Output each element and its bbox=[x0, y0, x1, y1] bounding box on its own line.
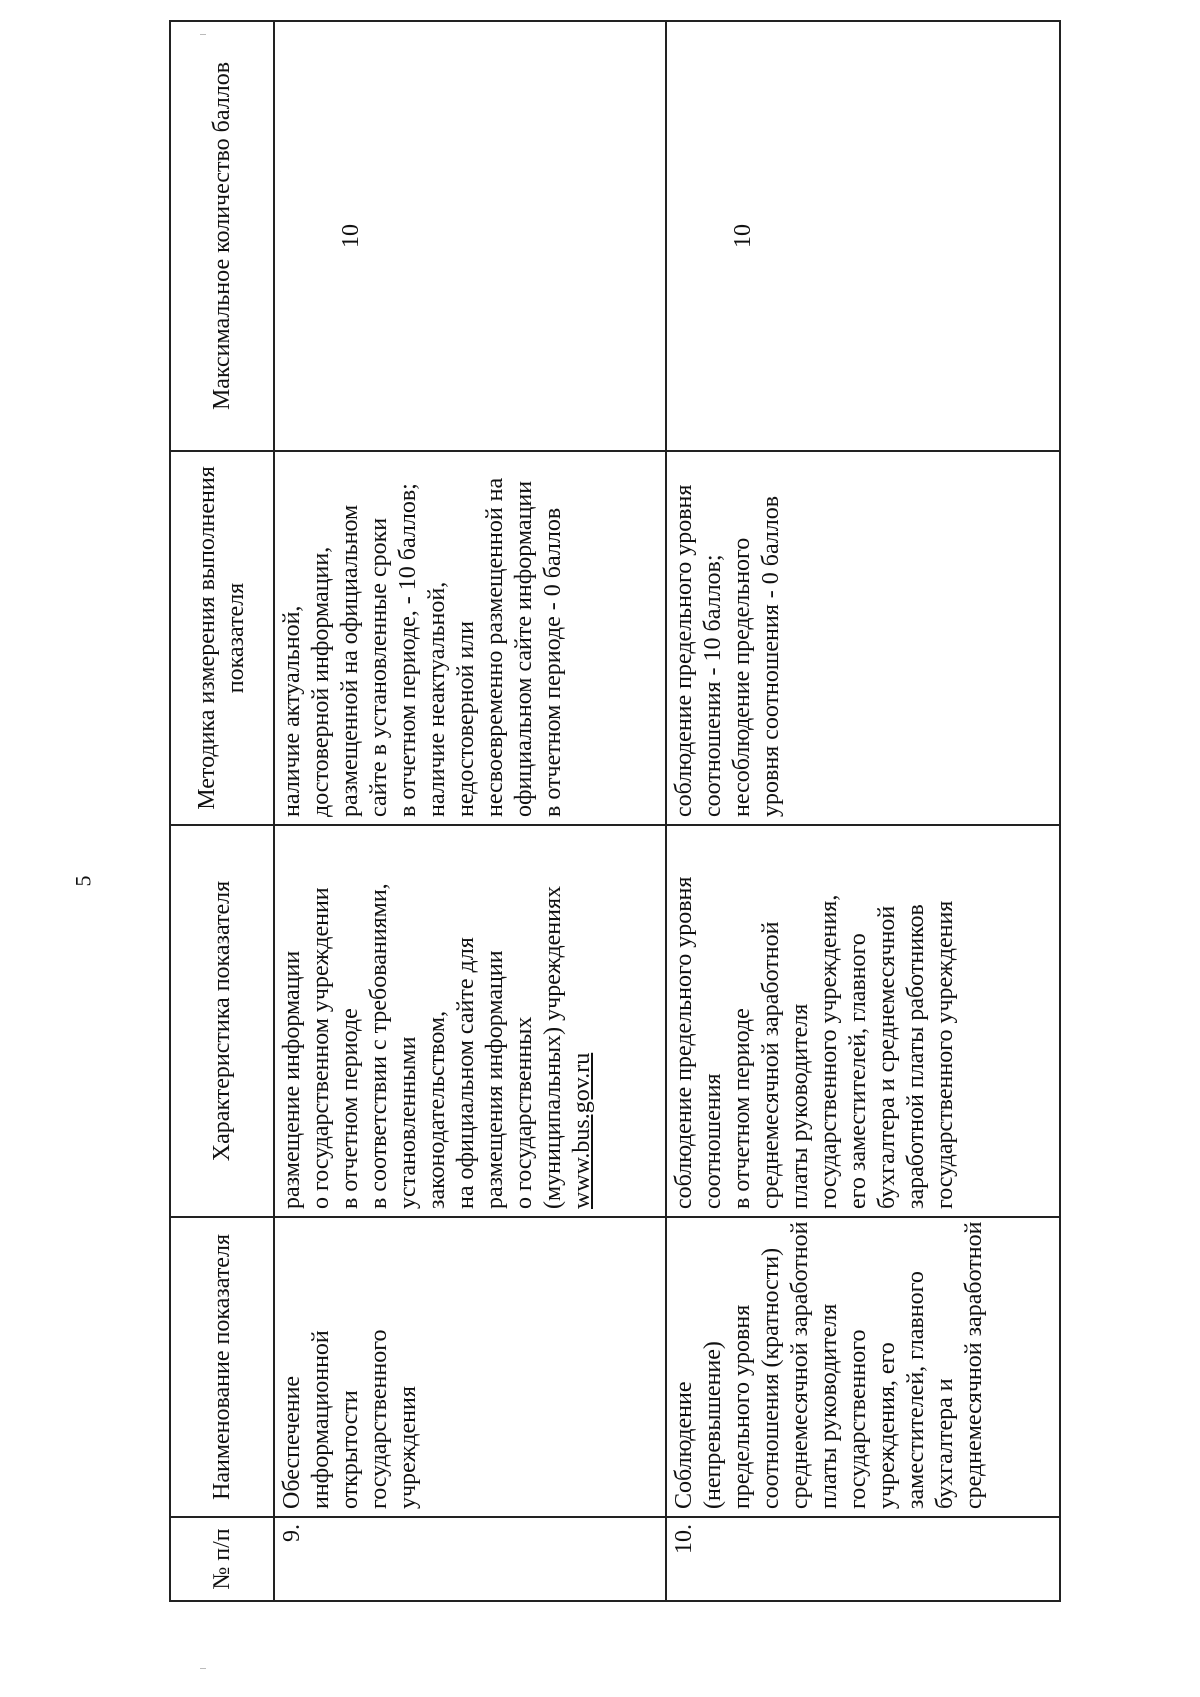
text-line: на официальном сайте для bbox=[453, 937, 479, 1209]
text-line: информационной bbox=[308, 1330, 334, 1509]
row-method bbox=[274, 451, 666, 825]
table-header-row bbox=[170, 21, 274, 1601]
text-line: установленными bbox=[395, 1036, 421, 1209]
text-line: наличие актуальной, bbox=[279, 605, 305, 817]
text-line: бухгалтера и среднемесячной bbox=[874, 905, 900, 1209]
text-line: соотношения - 10 баллов; bbox=[700, 554, 726, 817]
bus-gov-link[interactable]: www.bus.gov.ru bbox=[569, 1052, 595, 1209]
row-characteristic bbox=[274, 825, 666, 1217]
text-line: государственного учреждения, bbox=[816, 894, 842, 1209]
header-num: № п/п bbox=[170, 1517, 274, 1601]
text-line: достоверной информации, bbox=[308, 546, 334, 817]
text-line: соблюдение предельного уровня bbox=[671, 876, 697, 1209]
row-num: 10. bbox=[666, 1517, 1060, 1601]
text-line: в отчетном периоде bbox=[729, 1008, 755, 1209]
text-line: государственного учреждения bbox=[932, 900, 958, 1209]
header-characteristic: Характеристика показателя bbox=[170, 825, 274, 1217]
row-name bbox=[666, 1217, 1060, 1517]
text-line: в отчетном периоде, - 10 баллов; bbox=[395, 483, 421, 817]
header-method: Методика измерения выполнения показателя bbox=[170, 451, 274, 825]
text-line: сайте в установленные сроки bbox=[366, 517, 392, 817]
text-line: среднемесячной заработной bbox=[961, 1221, 987, 1509]
text-line: учреждения, его bbox=[874, 1342, 900, 1509]
text-line: заработной платы работников bbox=[903, 904, 929, 1209]
row-characteristic bbox=[666, 825, 1060, 1217]
text-line: заместителей, главного bbox=[903, 1271, 929, 1509]
text-line: учреждения bbox=[395, 1386, 421, 1509]
row-method bbox=[666, 451, 1060, 825]
text-line: наличие неактуальной, bbox=[424, 581, 450, 817]
scan-mark-bottom bbox=[200, 1668, 206, 1669]
text-line: соотношения (кратности) bbox=[758, 1247, 784, 1509]
text-line: в отчетном периоде bbox=[337, 1008, 363, 1209]
text-line: соблюдение предельного уровня bbox=[671, 484, 697, 817]
text-line: платы руководителя bbox=[816, 1303, 842, 1509]
rotated-table-container bbox=[169, 22, 1059, 1602]
text-line: (непревышение) bbox=[700, 1341, 726, 1509]
text-line: в отчетном периоде - 0 баллов bbox=[540, 507, 566, 817]
text-line: несоблюдение предельного bbox=[729, 537, 755, 817]
text-line: Соблюдение bbox=[671, 1381, 697, 1509]
text-line: (муниципальных) учреждениях bbox=[540, 885, 566, 1209]
text-line: среднемесячной заработной bbox=[758, 921, 784, 1209]
text-line: бухгалтера и bbox=[932, 1378, 958, 1509]
text-line: среднемесячной заработной bbox=[787, 1221, 813, 1509]
table-row bbox=[274, 21, 666, 1601]
text-line: законодательством, bbox=[424, 1010, 450, 1209]
row-max-score: 10 bbox=[666, 21, 1060, 451]
text-line: недостоверной или bbox=[453, 620, 479, 817]
text-line: официальном сайте информации bbox=[511, 480, 537, 817]
text-line: открытости bbox=[337, 1390, 363, 1509]
text-line: размещение информации bbox=[279, 950, 305, 1209]
text-line: размещенной на официальном bbox=[337, 504, 363, 817]
text-line: размещения информации bbox=[482, 950, 508, 1209]
row-num: 9. bbox=[274, 1517, 666, 1601]
text-line: соотношения bbox=[700, 1073, 726, 1209]
text-line: о государственных bbox=[511, 1016, 537, 1209]
text-line: государственного bbox=[366, 1329, 392, 1509]
text-line: Обеспечение bbox=[279, 1375, 305, 1509]
text-line: его заместителей, главного bbox=[845, 933, 871, 1209]
text-line: уровня соотношения - 0 баллов bbox=[758, 495, 784, 817]
text-line: государственного bbox=[845, 1329, 871, 1509]
text-line: о государственном учреждении bbox=[308, 887, 334, 1209]
table-row bbox=[666, 21, 1060, 1601]
row-max-score: 10 bbox=[274, 21, 666, 451]
page-number: 5 bbox=[70, 875, 96, 887]
text-line: в соответствии с требованиями, bbox=[366, 883, 392, 1209]
row-name bbox=[274, 1217, 666, 1517]
indicators-table bbox=[169, 20, 1061, 1602]
text-line: платы руководителя bbox=[787, 1003, 813, 1209]
text-line: несвоевременно размещенной на bbox=[482, 477, 508, 817]
header-max: Максимальное количество баллов bbox=[170, 21, 274, 451]
header-name: Наименование показателя bbox=[170, 1217, 274, 1517]
text-line: предельного уровня bbox=[729, 1304, 755, 1509]
